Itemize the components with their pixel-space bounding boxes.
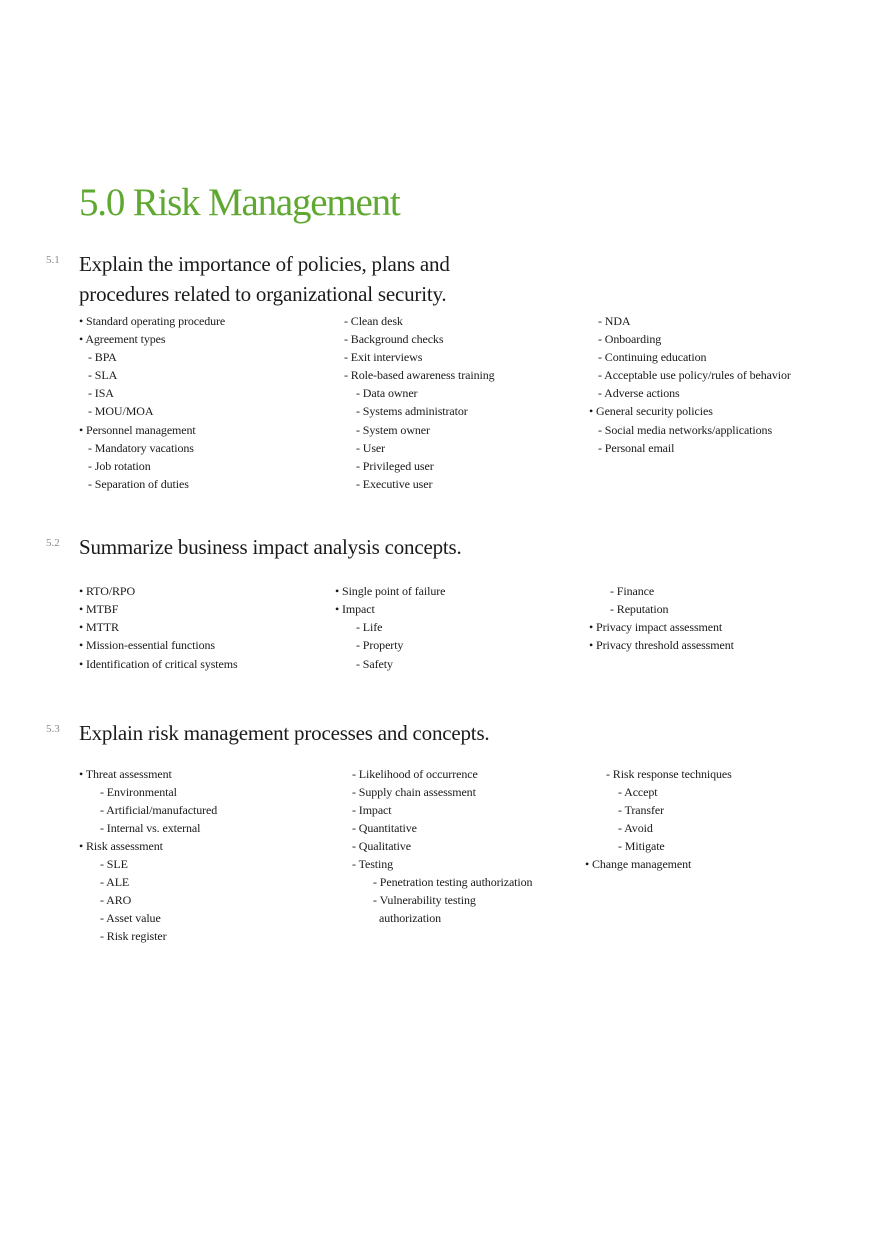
- list-item: - User: [356, 440, 386, 455]
- list-item: - Acceptable use policy/rules of behavior: [598, 368, 791, 383]
- bullet-column: [589, 582, 734, 655]
- list-item: - Separation of duties: [88, 476, 189, 491]
- list-item: • Privacy impact assessment: [589, 620, 723, 635]
- list-item: - Personal email: [598, 440, 675, 455]
- bullet-column: [589, 312, 791, 457]
- list-item: • Impact: [335, 602, 375, 617]
- section-heading: [79, 532, 462, 562]
- list-item: - System owner: [356, 422, 430, 437]
- list-item: - Data owner: [356, 386, 418, 401]
- bullet-column: [79, 765, 217, 945]
- list-item: • MTTR: [79, 620, 119, 635]
- list-item: - Penetration testing authorization: [373, 875, 533, 890]
- list-item: • Single point of failure: [335, 584, 446, 598]
- section-heading-line: Explain the importance of policies, plans and: [79, 252, 450, 276]
- page-title: 5.0 Risk Management: [79, 181, 400, 224]
- bullet-column: [79, 582, 238, 673]
- list-item: • Personnel management: [79, 422, 196, 437]
- list-item: - Artificial/manufactured: [100, 803, 218, 818]
- list-item: • Mission-essential functions: [79, 638, 215, 653]
- list-item: - Exit interviews: [344, 350, 423, 365]
- list-item: - Reputation: [610, 602, 669, 617]
- list-item: - Onboarding: [598, 332, 662, 347]
- list-item: • Privacy threshold assessment: [589, 638, 734, 653]
- section-heading-line: procedures related to organizational security.: [79, 282, 447, 306]
- list-item: - Risk response techniques: [606, 767, 732, 781]
- list-item: • General security policies: [589, 404, 713, 419]
- list-item: - Qualitative: [352, 839, 412, 854]
- list-item: - Mitigate: [618, 839, 665, 854]
- list-item: - SLE: [100, 857, 128, 872]
- list-item: - Continuing education: [598, 350, 707, 365]
- list-item: - Avoid: [618, 821, 653, 836]
- list-item: - Life: [356, 620, 383, 635]
- list-item: - Environmental: [100, 785, 177, 800]
- list-item: authorization: [379, 911, 442, 926]
- list-item: - Mandatory vacations: [88, 440, 194, 455]
- bullet-column: [352, 765, 532, 927]
- list-item: - Likelihood of occurrence: [352, 767, 478, 781]
- section-heading: [79, 718, 489, 748]
- section-heading-line: Explain risk management processes and concepts.: [79, 721, 490, 745]
- section-heading-line: Summarize business impact analysis concepts.: [79, 535, 462, 559]
- list-item: - Property: [356, 638, 404, 653]
- list-item: - Accept: [618, 785, 658, 800]
- list-item: - Asset value: [100, 911, 161, 926]
- list-item: - Executive user: [356, 476, 433, 491]
- list-item: - ISA: [88, 386, 114, 401]
- list-item: - Background checks: [344, 332, 444, 347]
- list-item: • RTO/RPO: [79, 584, 136, 598]
- list-item: - Testing: [352, 857, 394, 872]
- list-item: - Vulnerability testing: [373, 893, 476, 908]
- section-heading: [79, 249, 450, 309]
- list-item: • MTBF: [79, 602, 119, 617]
- list-item: - ARO: [100, 893, 132, 908]
- list-item: - Supply chain assessment: [352, 785, 476, 800]
- bullet-column: [335, 582, 445, 673]
- list-item: - Privileged user: [356, 458, 434, 473]
- list-item: - Finance: [610, 584, 655, 598]
- list-item: - Quantitative: [352, 821, 417, 836]
- section-number: 5.1: [46, 254, 60, 266]
- list-item: - NDA: [598, 314, 631, 328]
- bullet-column: [344, 312, 495, 493]
- list-item: - BPA: [88, 350, 117, 365]
- list-item: • Change management: [585, 857, 692, 872]
- list-item: • Risk assessment: [79, 839, 163, 854]
- section-number: 5.3: [46, 723, 60, 735]
- list-item: - Safety: [356, 656, 393, 671]
- list-item: • Standard operating procedure: [79, 314, 226, 328]
- list-item: - ALE: [100, 875, 130, 890]
- list-item: - Transfer: [618, 803, 664, 818]
- list-item: - Clean desk: [344, 314, 403, 328]
- list-item: - MOU/MOA: [88, 404, 154, 419]
- bullet-column: [585, 765, 732, 873]
- list-item: - Impact: [352, 803, 392, 818]
- list-item: • Identification of critical systems: [79, 656, 238, 671]
- list-item: - Internal vs. external: [100, 821, 201, 836]
- bullet-column: [79, 312, 225, 493]
- list-item: - Job rotation: [88, 458, 151, 473]
- list-item: - Role-based awareness training: [344, 368, 495, 383]
- list-item: - Systems administrator: [356, 404, 468, 419]
- list-item: - Adverse actions: [598, 386, 680, 401]
- list-item: - SLA: [88, 368, 118, 383]
- section-number: 5.2: [46, 537, 60, 549]
- list-item: - Social media networks/applications: [598, 422, 773, 437]
- list-item: • Threat assessment: [79, 767, 172, 781]
- list-item: • Agreement types: [79, 332, 166, 347]
- list-item: - Risk register: [100, 929, 167, 944]
